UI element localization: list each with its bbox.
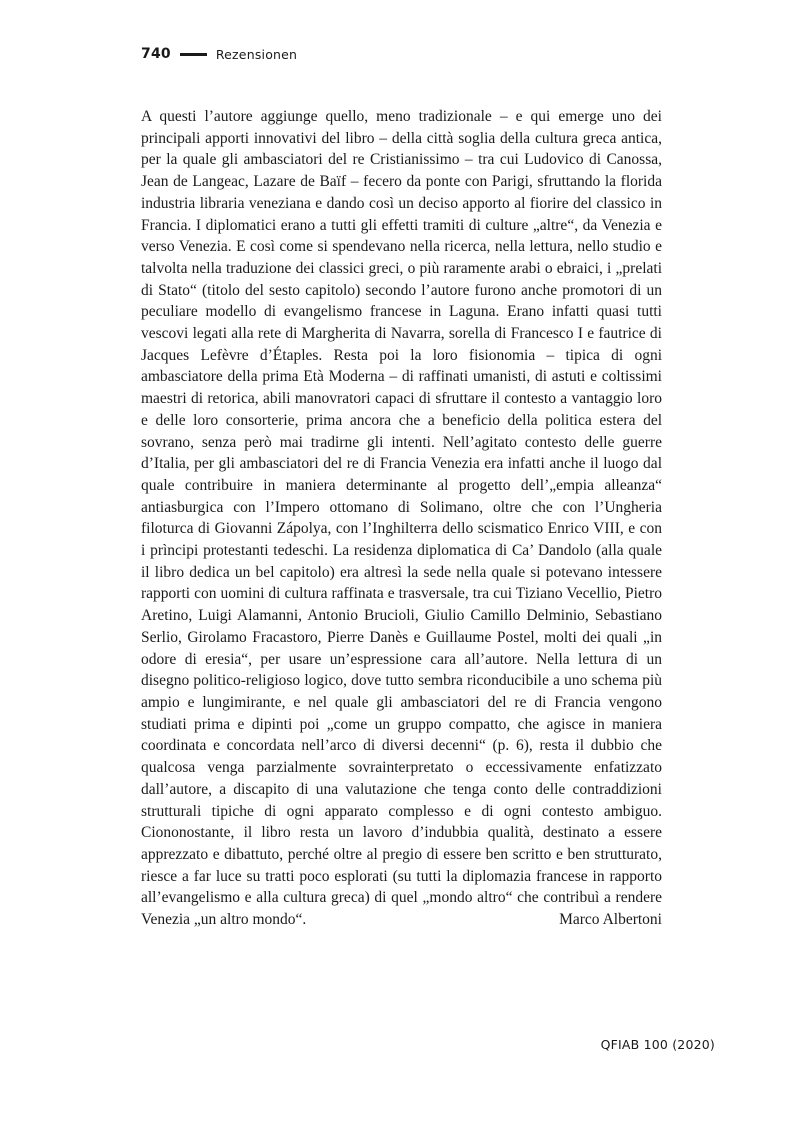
- section-title: Rezensionen: [215, 46, 298, 62]
- review-body: [141, 106, 662, 931]
- running-head: [141, 44, 297, 64]
- reviewer-name: Marco Albertoni: [559, 911, 662, 929]
- review-paragraph: [141, 106, 662, 931]
- page-number: 740: [141, 46, 171, 62]
- header-rule: [180, 53, 207, 56]
- journal-footer: QFIAB 100 (2020): [600, 1037, 715, 1052]
- review-text: A questi l’autore aggiunge quello, meno tradizionale – e qui emerge uno dei principali apporti innovativi del libro – della città soglia della cultura greca antica, per la quale gli ambasciatori del re Cristianissimo – tra cui Ludovico di Canossa, Jean de Langeac, Lazare de Baïf – fecero da ponte con Parigi, sfruttando la florida industria libraria veneziana e dando così un deciso apporto al fiorire del classico in Francia. I diplomatici erano a tutti gli effetti tramiti di culture „altre“, da Venezia e verso Venezia. E così come si spendevano nella ricerca, nella lettura, nello studio e talvolta nella traduzione dei classici greci, o più raramente arabi o ebraici, i „prelati di Stato“ (titolo del sesto capitolo) secondo l’autore furono anche promotori di un peculiare modello di evangelismo francese in Laguna. Erano infatti quasi tutti vescovi legati alla rete di Margherita di Navarra, sorella di Francesco I e fautrice di Jacques Lefèvre d’Étaples. Resta poi la loro fisionomia – tipica di ogni ambasciatore della prima Età Moderna – di raffinati umanisti, di astuti e coltissimi maestri di retorica, abili manovratori capaci di sfruttare il contesto a vantaggio loro e delle loro consorterie, prima ancora che a beneficio della politica estera del sovrano, senza però mai tradirne gli intenti. Nell’agitato contesto delle guerre d’Italia, per gli ambasciatori del re di Francia Venezia era infatti anche il luogo dal quale contribuire in maniera determinante al progetto dell’„empia alleanza“ antiasburgica con l’Impero ottomano di Solimano, oltre che con l’Ungheria filoturca di Giovanni Zápolya, con l’Inghilterra dello scismatico Enrico VIII, e con i prìncipi protestanti tedeschi. La residenza diplomatica di Ca’ Dandolo (alla quale il libro dedica un bel capitolo) era altresì la sede nella quale si potevano intessere rapporti con uomini di cultura raffinata e trasversale, tra cui Tiziano Vecellio, Pietro Aretino, Luigi Alamanni, Antonio Brucioli, Giulio Camillo Delminio, Sebastiano Serlio, Girolamo Fracastoro, Pierre Danès e Guillaume Postel, molti dei quali „in odore di eresia“, per usare un’espressione cara all’autore. Nella lettura di un disegno politico-religioso logico, dove tutto sembra riconducibile a uno schema più ampio e lungimirante, e nel quale gli ambasciatori del re di Francia vengono studiati prima e dipinti poi „come un gruppo compatto, che agisce in maniera coordinata e concordata nell’arco di diversi decenni“ (p. 6), resta il dubbio che qualcosa venga parzialmente sovrainterpretato o eccessivamente enfatizzato dall’autore, a discapito di una valutazione che tenga conto delle contraddizioni strutturali tipiche di ogni apparato complesso e di ogni contesto ambiguo. Ciononostante, il libro resta un lavoro d’indubbia qualità, destinato a essere apprezzato e dibattuto, perché oltre al pregio di essere ben scritto e ben strutturato, riesce a far luce su tratti poco esplorati (su tutti la diplomazia francese in rapporto all’evangelismo e alla cultura greca) di quel „mondo altro“ che contribuì a rendere Venezia „un altro mondo“.: [141, 108, 662, 929]
